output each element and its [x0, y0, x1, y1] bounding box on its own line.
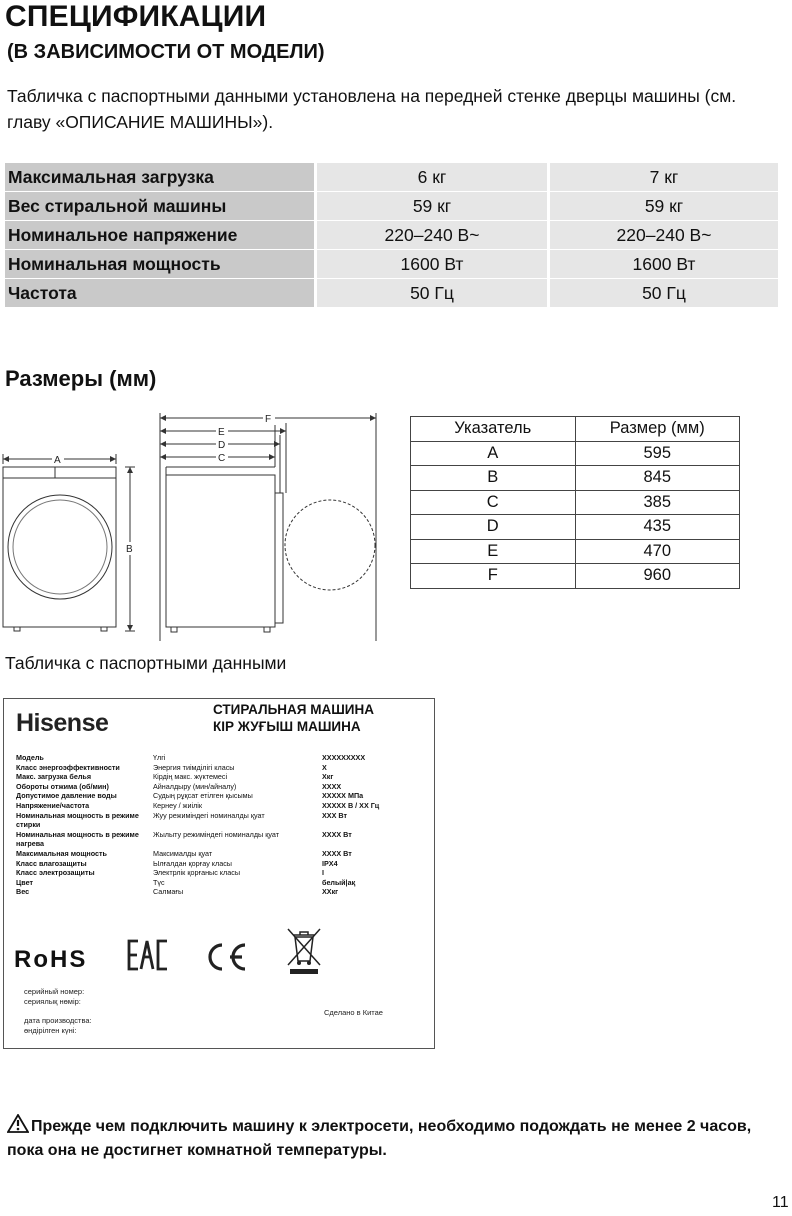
spec-label: Максимальная загрузка: [5, 163, 317, 191]
plate-label-kz: Электрлік қорғаныс класы: [153, 868, 240, 878]
plate-label-ru: Модель: [16, 753, 44, 762]
dimensions-table: [410, 416, 740, 589]
plate-value: XXX Вт: [322, 810, 347, 820]
warning-note: [7, 1114, 787, 1163]
dim-value: 385: [575, 490, 740, 515]
spec-value-6kg: 6 кг: [317, 163, 550, 191]
dim-key: E: [411, 539, 576, 564]
plate-value: X: [322, 762, 327, 772]
plate-row: [16, 801, 428, 811]
plate-label-ru: Максимальная мощность: [16, 848, 107, 858]
plate-value: XXкг: [322, 887, 339, 897]
plate-row: [16, 868, 428, 878]
eac-icon: [127, 939, 169, 971]
spec-value-7kg: 7 кг: [550, 163, 778, 191]
dim-value: 845: [575, 466, 740, 491]
spec-value-7kg: 1600 Вт: [550, 250, 778, 278]
dim-value: 960: [575, 564, 740, 589]
plate-label-kz: Жуу режиміндегі номиналды қуат: [153, 810, 265, 820]
spec-row: [5, 279, 778, 307]
plate-row: [16, 887, 428, 897]
dim-col-index: Указатель: [411, 417, 576, 442]
plate-value: XXXXX В / XX Гц: [322, 800, 380, 810]
dim-key: D: [411, 515, 576, 540]
page-subtitle: (В ЗАВИСИМОСТИ ОТ МОДЕЛИ): [7, 41, 325, 63]
dim-row: [411, 515, 740, 540]
warning-text: Прежде чем подключить машину к электросети, необходимо подождать не менее 2 часов, пока она не достигнет комнатной температуры.: [7, 1118, 752, 1159]
intro-paragraph: Табличка с паспортными данными установлена на передней стенке дверцы машины (см. главу «ОПИСАНИЕ МАШИНЫ»).: [7, 86, 737, 132]
plate-value: I: [322, 868, 324, 878]
page-title: СПЕЦИФИКАЦИИ: [5, 0, 267, 33]
plate-row: [16, 830, 428, 849]
plate-label-ru: Цвет: [16, 877, 33, 887]
dim-row: [411, 490, 740, 515]
front-view-door: [8, 495, 112, 599]
plate-label-kz: Кірдің макс. жүктемесі: [153, 772, 228, 782]
dimensions-diagram: [0, 405, 392, 643]
spec-row: [5, 221, 778, 249]
plate-row: [16, 763, 428, 773]
plate-label-ru: Номинальная мощность в режиме стирки: [16, 810, 139, 830]
dim-row: [411, 466, 740, 491]
plate-value: XXXXXXXXX: [322, 753, 366, 762]
plate-row: [16, 849, 428, 859]
spec-row: [5, 250, 778, 278]
spec-value-6kg: 50 Гц: [317, 279, 550, 307]
plate-row: [16, 772, 428, 782]
plate-label-ru: Класс электрозащиты: [16, 868, 95, 878]
open-door-outline: [285, 500, 375, 590]
production-date-label: дата производства: өндірілген күні:: [24, 1016, 92, 1035]
spec-value-7kg: 59 кг: [550, 192, 778, 220]
plate-label-kz: Ылғалдан қорғау класы: [153, 858, 232, 868]
dim-label-a: A: [54, 455, 61, 466]
rohs-mark: RoHS: [14, 946, 88, 973]
dim-key: B: [411, 466, 576, 491]
plate-label-ru: Макс. загрузка белья: [16, 772, 92, 782]
dim-label-c: C: [218, 453, 226, 464]
spec-value-6kg: 59 кг: [317, 192, 550, 220]
serial-number-label: серийный номер: сериялық нөмір:: [24, 987, 85, 1006]
dim-key: A: [411, 441, 576, 466]
rating-plate: [3, 698, 435, 1049]
spec-label: Номинальное напряжение: [5, 221, 317, 249]
plate-title-kz: КІР ЖУҒЫШ МАШИНА: [213, 719, 361, 734]
plate-title-ru: СТИРАЛЬНАЯ МАШИНА: [213, 702, 374, 717]
dim-col-size: Размер (мм): [575, 417, 740, 442]
dimensions-heading: Размеры (мм): [5, 366, 157, 391]
plate-rows: [16, 753, 428, 897]
page-number: 11: [772, 1194, 789, 1211]
plate-row: [16, 878, 428, 888]
dim-row: [411, 441, 740, 466]
weee-bin-icon: [284, 925, 324, 977]
spec-label: Вес стиральной машины: [5, 192, 317, 220]
spec-value-7kg: 50 Гц: [550, 279, 778, 307]
rating-plate-caption: Табличка с паспортными данными: [5, 653, 287, 673]
warning-icon: [7, 1114, 29, 1133]
plate-row: [16, 782, 428, 792]
dim-value: 435: [575, 515, 740, 540]
plate-label-kz: Үлгі: [153, 753, 166, 762]
plate-label-ru: Класс энергоэффективности: [16, 762, 120, 772]
plate-value: IPX4: [322, 858, 338, 868]
dim-row: [411, 564, 740, 589]
plate-label-kz: Судың рұқсат етілген қысымы: [153, 791, 253, 801]
dim-key: F: [411, 564, 576, 589]
plate-label-kz: Энергия тиімділігі класы: [153, 762, 235, 772]
plate-row: [16, 753, 428, 763]
plate-value: XXXX: [322, 781, 342, 791]
spec-label: Частота: [5, 279, 317, 307]
made-in-label: Сделано в Китае: [324, 1008, 383, 1017]
front-view-body: [3, 467, 116, 627]
plate-value: белый|ақ: [322, 877, 356, 887]
dim-row: [411, 539, 740, 564]
spec-row: [5, 163, 778, 191]
plate-label-ru: Класс влагозащиты: [16, 858, 87, 868]
plate-label-kz: Максималды қуат: [153, 848, 213, 858]
dim-key: C: [411, 490, 576, 515]
spec-value-6kg: 1600 Вт: [317, 250, 550, 278]
plate-label-ru: Номинальная мощность в режиме нагрева: [16, 829, 139, 849]
plate-label-ru: Обороты отжима (об/мин): [16, 781, 109, 791]
brand-logo: Hisense: [16, 709, 109, 737]
plate-label-ru: Напряжение/частота: [16, 800, 90, 810]
plate-label-ru: Допустимое давление воды: [16, 791, 117, 801]
plate-label-kz: Жылыту режиміндегі номиналды қуат: [153, 829, 280, 839]
ce-icon: [202, 942, 248, 972]
dim-label-f: F: [265, 414, 272, 425]
plate-label-kz: Айналдыру (мин/айналу): [153, 781, 237, 791]
spec-value-7kg: 220–240 В~: [550, 221, 778, 249]
plate-row: [16, 859, 428, 869]
dim-label-b: B: [126, 544, 133, 555]
dim-value: 470: [575, 539, 740, 564]
plate-value: XXXX Вт: [322, 848, 352, 858]
plate-label-kz: Кернеу / жиілік: [153, 800, 203, 810]
plate-value: Xкг: [322, 772, 334, 782]
plate-row: [16, 791, 428, 801]
dim-label-e: E: [218, 427, 225, 438]
plate-row: [16, 811, 428, 830]
spec-label: Номинальная мощность: [5, 250, 317, 278]
spec-row: [5, 192, 778, 220]
spec-value-6kg: 220–240 В~: [317, 221, 550, 249]
dim-label-d: D: [218, 440, 226, 451]
dim-value: 595: [575, 441, 740, 466]
plate-label-kz: Түс: [153, 877, 165, 887]
plate-label-ru: Вес: [16, 887, 30, 897]
plate-title: [213, 701, 374, 735]
plate-value: XXXX Вт: [322, 829, 352, 839]
side-view-body: [166, 475, 275, 627]
plate-label-kz: Салмағы: [153, 887, 184, 897]
spec-table: [5, 162, 778, 308]
plate-value: XXXXX МПа: [322, 791, 364, 801]
